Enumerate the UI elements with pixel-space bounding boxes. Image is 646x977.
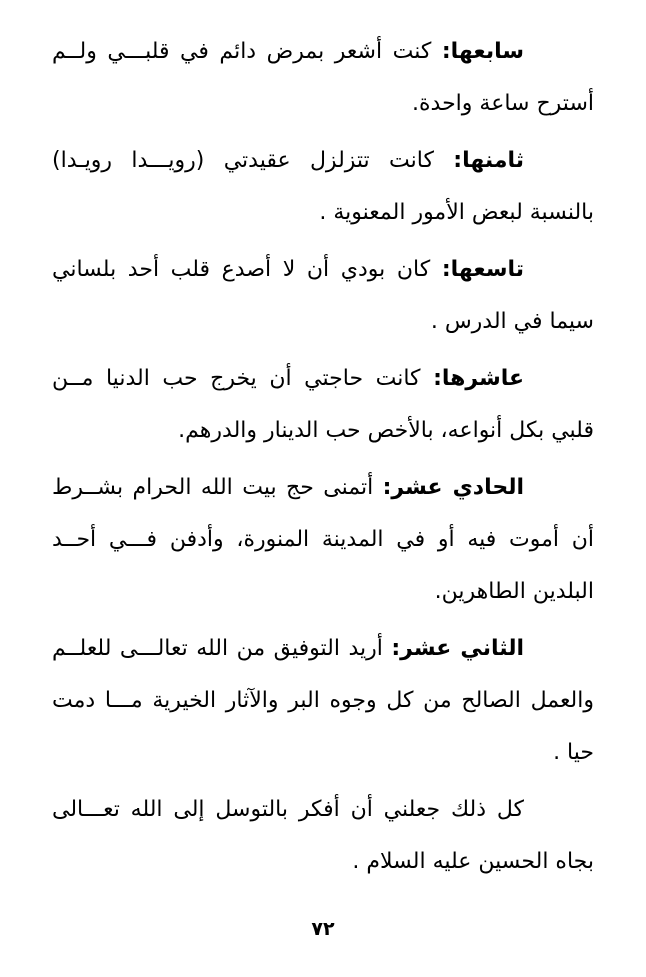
paragraph-seventh [52, 26, 594, 130]
paragraph-label: الحادي عشر: [382, 475, 524, 500]
paragraph-tenth [52, 353, 594, 457]
paragraph-eighth [52, 135, 594, 239]
page-body [52, 26, 594, 893]
paragraph-label: عاشرها: [433, 366, 524, 391]
paragraph-label: سابعها: [441, 39, 524, 64]
paragraph-text: كل ذلك جعلني أن أفكر بالتوسل إلى الله تعـــالى بجاه الحسين عليه السلام . [52, 797, 594, 874]
page-number: ٧٢ [311, 918, 335, 940]
paragraph-ninth [52, 244, 594, 348]
paragraph-label: تاسعها: [441, 257, 524, 282]
paragraph-text: كان بودي أن لا أصدع قلب أحد بلساني سيما في الدرس . [52, 257, 594, 334]
paragraph-text: أريد التوفيق من الله تعالـــى للعلــم والعمل الصالح من كل وجوه البر والآثار الخيرية مـــا دمت حيا . [52, 636, 594, 765]
paragraph-text: كانت تتزلزل عقيدتي (رويـــدا رويـدا) بالنسبة لبعض الأمور المعنوية . [52, 148, 594, 225]
paragraph-label: ثامنها: [453, 148, 524, 173]
paragraph-twelfth [52, 623, 594, 779]
paragraph-text: كنت أشعر بمرض دائم في قلبـــي ولــم أسترح ساعة واحدة. [52, 39, 594, 116]
paragraph-text: أتمنى حج بيت الله الحرام بشــرط أن أموت فيه أو في المدينة المنورة، وأدفن فـــي أحــد البلدين الطاهرين. [52, 475, 594, 604]
paragraph-conclusion [52, 784, 594, 888]
paragraph-text: كانت حاجتي أن يخرج حب الدنيا مــن قلبي بكل أنواعه، بالأخص حب الدينار والدرهم. [52, 366, 594, 443]
paragraph-eleventh [52, 462, 594, 618]
paragraph-label: الثاني عشر: [391, 636, 524, 661]
